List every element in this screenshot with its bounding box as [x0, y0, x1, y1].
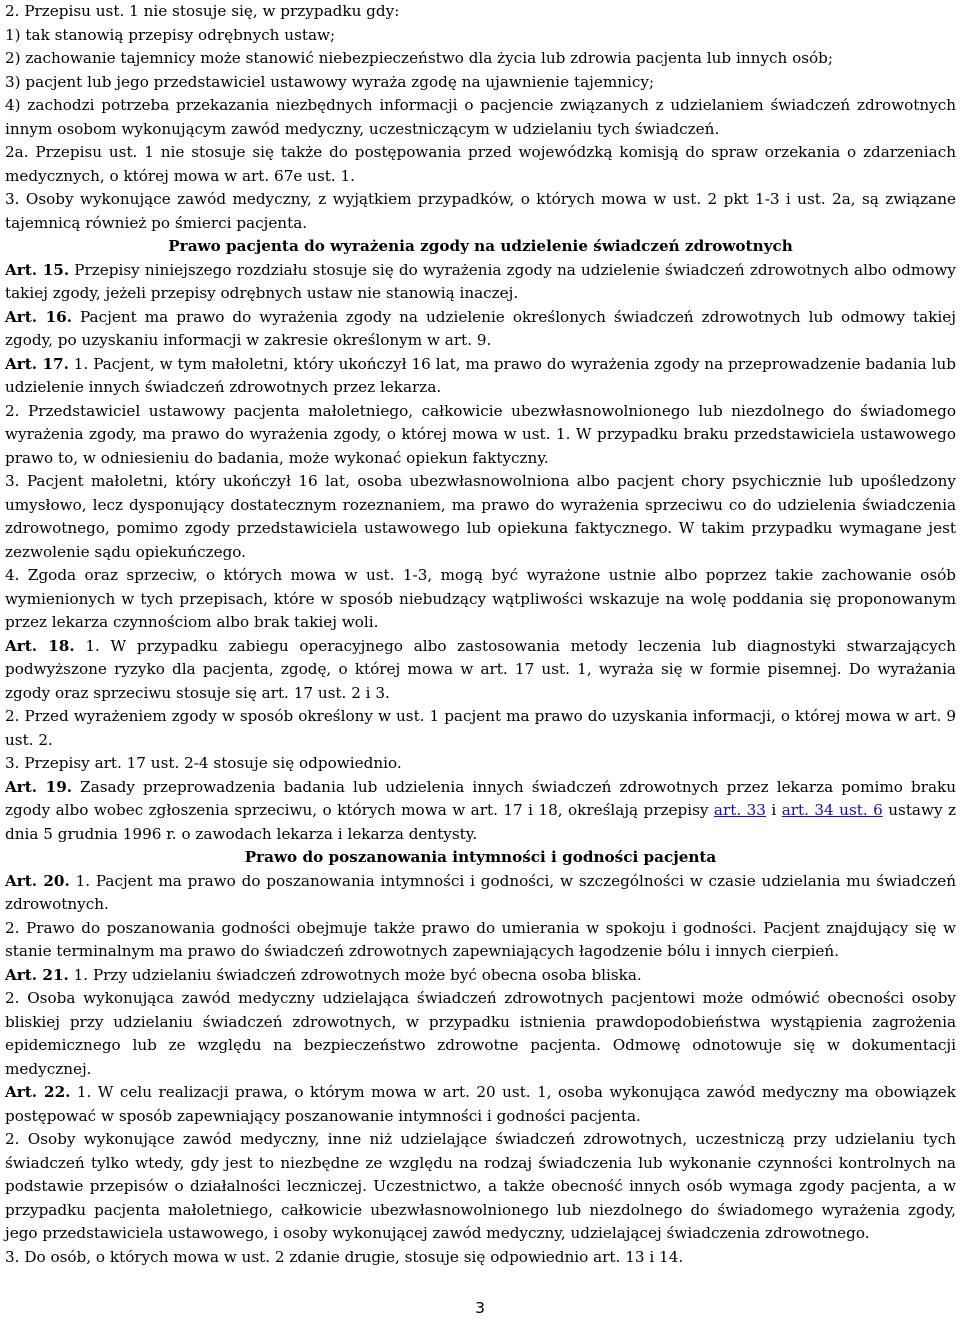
- article-text: Pacjent ma prawo do wyrażenia zgody na udzielenie określonych świadczeń zdrowotnych lub odmowy takiej zgody, po uzyskaniu informacji w zakresie określonym w art. 9.: [5, 307, 956, 349]
- article-label: Art. 20.: [5, 871, 70, 890]
- article-label: Art. 18.: [5, 636, 75, 655]
- article-label: Art. 17.: [5, 354, 69, 373]
- intro-line: 2. Przepisu ust. 1 nie stosuje się, w przypadku gdy:: [5, 2, 400, 20]
- article-text: ustawy z dnia 5 grudnia 1996 r. o zawodach lekarza i lekarza dentysty.: [5, 801, 957, 843]
- document-page: [5, 0, 956, 1269]
- article-text: 1. W przypadku zabiegu operacyjnego albo zastosowania metody leczenia lub diagnostyki stwarzających podwyższone ryzyko dla pacjenta, zgodę, o której mowa w art. 17 ust. 1, wyraża się w formie pisemnej. Do wyrażania zgody oraz sprzeciwu stosuje się art. 17 ust. 2 i 3.: [5, 636, 956, 702]
- article-text: 1. W celu realizacji prawa, o którym mowa w art. 20 ust. 1, osoba wykonująca zawód medyczny ma obowiązek postępować w sposób zapewniający poszanowanie intymności i godności pacjenta.: [5, 1083, 956, 1125]
- article-label: Art. 19.: [5, 777, 73, 796]
- article-label: Art. 16.: [5, 307, 72, 326]
- paragraph-3: 3. Osoby wykonujące zawód medyczny, z wyjątkiem przypadków, o których mowa w ust. 2 pkt 1-3 i ust. 2a, są związane tajemnicą również po śmierci pacjenta.: [5, 190, 956, 232]
- article-label: Art. 15.: [5, 260, 70, 279]
- page-number: 3: [475, 1299, 485, 1317]
- article-18-paragraph-2: 2. Przed wyrażeniem zgody w sposób określony w ust. 1 pacjent ma prawo do uzyskania informacji, o której mowa w art. 9 ust. 2.: [5, 707, 956, 749]
- article-21: [5, 964, 956, 988]
- link-art-34-ust-6[interactable]: art. 34 ust. 6: [781, 801, 883, 819]
- article-16: [5, 306, 956, 353]
- article-label: Art. 22.: [5, 1083, 71, 1101]
- article-17-paragraph-3: 3. Pacjent małoletni, który ukończył 16 lat, osoba ubezwłasnowolniona albo pacjent chory psychicznie lub upośledzony umysłowo, lecz dysponujący dostatecznym rozeznaniem, ma prawo do wyrażenia sprzeciwu co do udzielenia świadczenia zdrowotnego, pomimo zgody przedstawiciela ustawowego lub opiekuna faktycznego. W takim przypadku wymagane jest zezwolenie sądu opiekuńczego.: [5, 472, 956, 561]
- article-text: 1. Przy udzielaniu świadczeń zdrowotnych może być obecna osoba bliska.: [68, 965, 642, 984]
- article-text: 1. Pacjent ma prawo do poszanowania intymności i godności, w szczególności w czasie udzielania mu świadczeń zdrowotnych.: [5, 871, 956, 913]
- article-15: [5, 259, 956, 306]
- section-heading-dignity: Prawo do poszanowania intymności i godności pacjenta: [244, 848, 717, 866]
- article-label: Art. 21.: [5, 965, 69, 984]
- paragraph-2a: 2a. Przepisu ust. 1 nie stosuje się także do postępowania przed wojewódzką komisją do spraw orzekania o zdarzeniach medycznych, o której mowa w art. 67e ust. 1.: [5, 143, 956, 185]
- link-art-33[interactable]: art. 33: [713, 801, 766, 819]
- intro-line: 2) zachowanie tajemnicy może stanowić niebezpieczeństwo dla życia lub zdrowia pacjenta lub innych osób;: [5, 49, 834, 67]
- article-18-paragraph-3: 3. Przepisy art. 17 ust. 2-4 stosuje się odpowiednio.: [5, 754, 402, 772]
- article-18: [5, 635, 956, 706]
- article-20-paragraph-2: 2. Prawo do poszanowania godności obejmuje także prawo do umierania w spokoju i godności. Pacjent znajdujący się w stanie terminalnym ma prawo do świadczeń zdrowotnych zapewniających łagodzenie bólu i innych cierpień.: [5, 918, 956, 960]
- article-text: i: [765, 801, 782, 819]
- article-22-paragraph-3: 3. Do osób, o których mowa w ust. 2 zdanie drugie, stosuje się odpowiednio art. 13 i 14.: [5, 1247, 684, 1266]
- article-17: [5, 353, 956, 400]
- section-heading-consent: Prawo pacjenta do wyrażenia zgody na udzielenie świadczeń zdrowotnych: [168, 237, 793, 255]
- article-20: [5, 870, 956, 917]
- article-text: 1. Pacjent, w tym małoletni, który ukończył 16 lat, ma prawo do wyrażenia zgody na przeprowadzenie badania lub udzielenie innych świadczeń zdrowotnych przez lekarza.: [5, 354, 956, 396]
- intro-line: 3) pacjent lub jego przedstawiciel ustawowy wyraża zgodę na ujawnienie tajemnicy;: [5, 72, 655, 91]
- paragraph-point-4: 4) zachodzi potrzeba przekazania niezbędnych informacji o pacjencie związanych z udzielaniem świadczeń zdrowotnych innym osobom wykonującym zawód medyczny, uczestniczącym w udzielaniu tych świadczeń.: [5, 96, 956, 138]
- article-22: [5, 1081, 956, 1128]
- article-17-paragraph-2: 2. Przedstawiciel ustawowy pacjenta małoletniego, całkowicie ubezwłasnowolnionego lub niezdolnego do świadomego wyrażenia zgody, ma prawo do wyrażenia zgody, o której mowa w ust. 1. W przypadku braku przedstawiciela ustawowego prawo to, w odniesieniu do badania, może wykonać opiekun faktyczny.: [5, 401, 956, 467]
- intro-line: 1) tak stanowią przepisy odrębnych ustaw;: [5, 25, 336, 44]
- article-text: Zasady przeprowadzenia badania lub udzielenia innych świadczeń zdrowotnych przez lekarza pomimo braku zgody albo wobec zgłoszenia sprzeciwu, o których mowa w art. 17 i 18, określają przepisy: [5, 777, 956, 819]
- intro-list: [5, 0, 956, 94]
- article-21-paragraph-2: 2. Osoba wykonująca zawód medyczny udzielająca świadczeń zdrowotnych pacjentowi może odmówić obecności osoby bliskiej przy udzielaniu świadczeń zdrowotnych, w przypadku istnienia prawdopodobieństwa wystąpienia zagrożenia epidemicznego lub ze względu na bezpieczeństwo zdrowotne pacjenta. Odmowę odnotowuje się w dokumentacji medycznej.: [5, 989, 956, 1078]
- article-22-paragraph-2: 2. Osoby wykonujące zawód medyczny, inne niż udzielające świadczeń zdrowotnych, uczestniczą przy udzielaniu tych świadczeń tylko wtedy, gdy jest to niezbędne ze względu na rodzaj świadczenia lub wykonanie czynności kontrolnych na podstawie przepisów o działalności leczniczej. Uczestnictwo, a także obecność innych osób wymaga zgody pacjenta, a w przypadku pacjenta małoletniego, całkowicie ubezwłasnowolnionego lub niezdolnego do świadomego wyrażenia zgody, jego przedstawiciela ustawowego, i osoby wykonującej zawód medyczny, udzielającej świadczenia zdrowotnego.: [5, 1130, 956, 1242]
- article-19: [5, 776, 956, 847]
- article-17-paragraph-4: 4. Zgoda oraz sprzeciw, o których mowa w ust. 1-3, mogą być wyrażone ustnie albo poprzez takie zachowanie osób wymienionych w tych przepisach, które w sposób niebudzący wątpliwości wskazuje na wolę poddania się proponowanym przez lekarza czynnościom albo brak takiej woli.: [5, 566, 956, 631]
- article-text: Przepisy niniejszego rozdziału stosuje się do wyrażenia zgody na udzielenie świadczeń zdrowotnych albo odmowy takiej zgody, jeżeli przepisy odrębnych ustaw nie stanowią inaczej.: [5, 260, 956, 302]
